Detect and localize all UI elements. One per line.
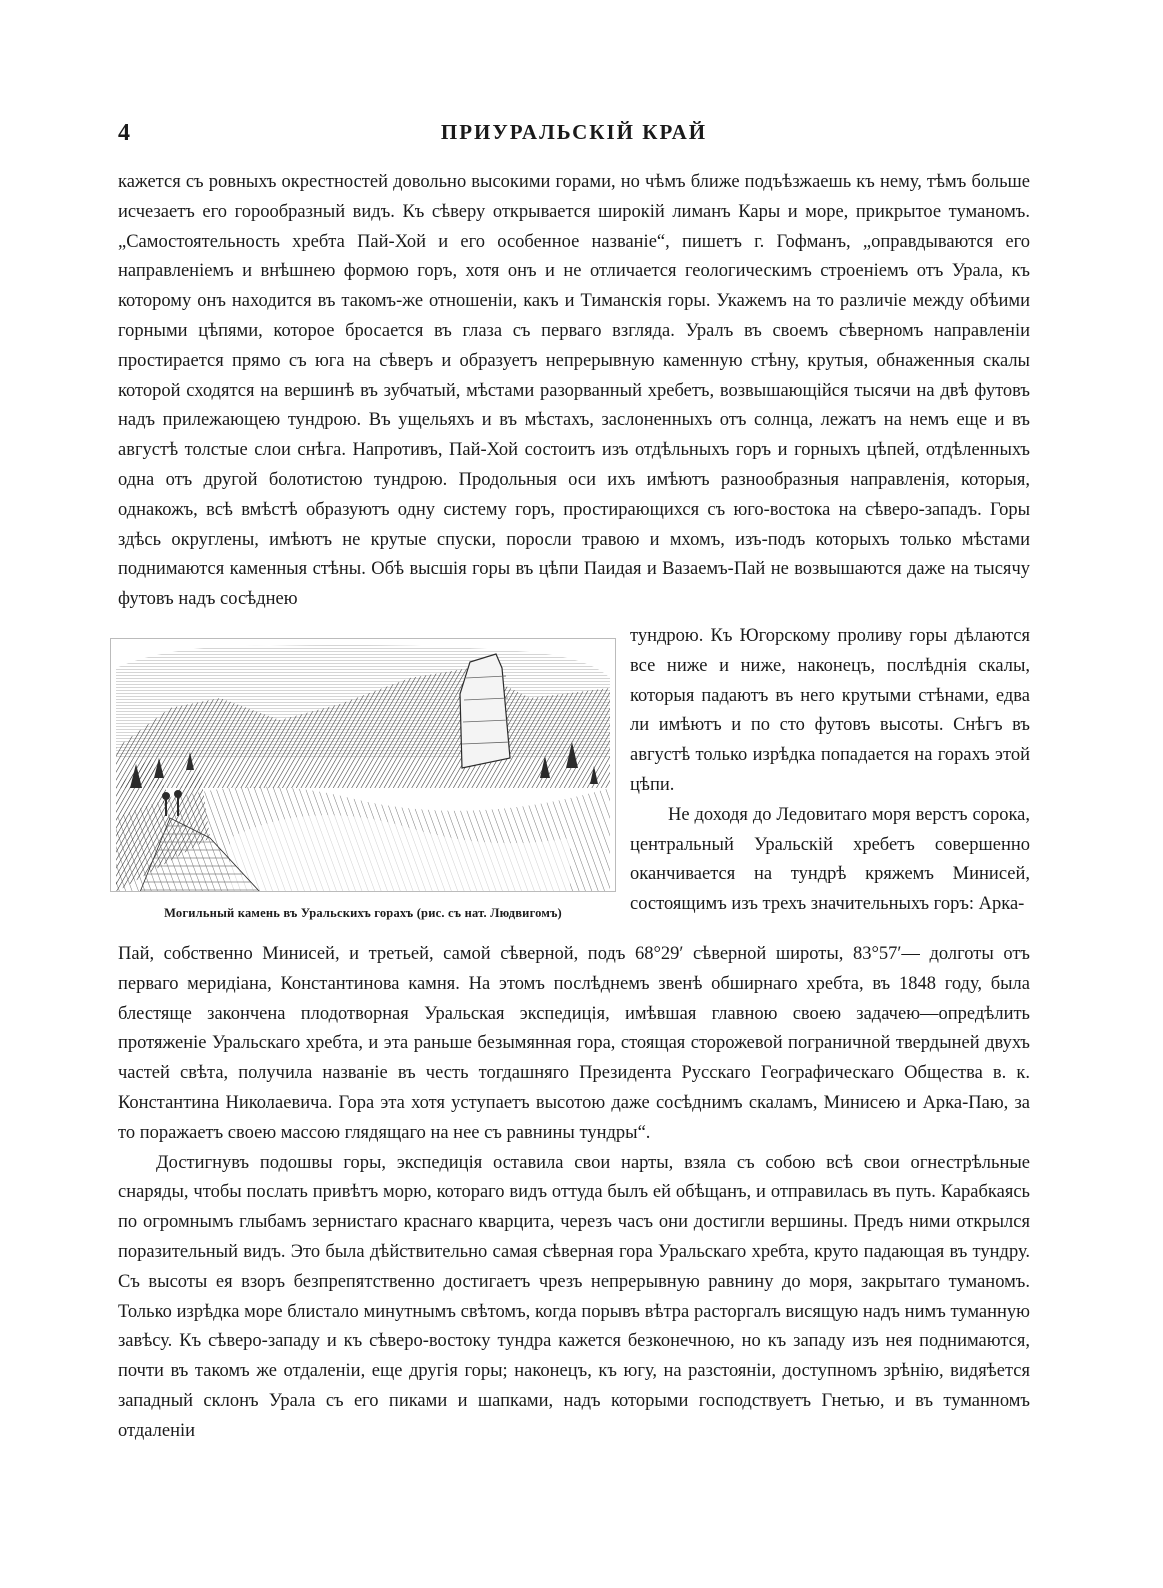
right-column-text	[630, 622, 1030, 920]
paragraph-expedition: Достигнувъ подошвы горы, экспедицiя оставила свои нарты, взяла съ собою всѣ свои огнестрѣльные снаряды, чтобы послать привѣтъ морю, котораго видъ оттуда былъ ей обѣщанъ, и отправилась въ путь. Карабкаясь по огромнымъ глыбамъ зернистаго краснаго кварцита, черезъ часъ они достигли вершины. Предъ ними открылся поразительный видъ. Это была дѣйствительно самая сѣверная гора Уральскаго хребта, круто падающая въ тундру. Съ высоты ея взоръ безпрепятственно достигаетъ чрезъ непрерывную равнину до моря, закрытаго туманомъ. Только изрѣдка море блистало минутнымъ свѣтомъ, когда порывъ вѣтра расторгалъ висящую надъ нимъ туманную завѣсу. Къ сѣверо-западу и къ сѣверо-востоку тундра кажется безконечною, но къ западу изъ нея поднимаются, почти въ такомъ же отдаленiи, еще другiя горы; наконецъ, къ югу, на разстоянiи, доступномъ зрѣнiю, видяѣется западный склонъ Урала съ его пиками и шапками, надъ которыми господствуетъ Гнетью, и въ туманномъ отдаленiи	[118, 1152, 1030, 1441]
paragraph-ministy-end: Пай, собственно Минисей, и третьей, самой сѣверной, подъ 68°29′ сѣверной широты, 83°57′— долготы отъ перваго меридiана, Константинова камня. На этомъ послѣднемъ звенѣ обширнаго хребта, въ 1848 году, была блестяще закончена плодотворная Уральская экспедицiя, имѣвшая главною своею задачею—опредѣлить протяженiе Уральскаго хребта, и эта раньше безымянная гора, стоящая сторожевой пограничной твердыней двухъ частей свѣта, получила названiе въ честь тогдашняго Президента Русскаго Географическаго Общества в. к. Константина Николаевича. Гора эта хотя уступаетъ высотою даже сосѣднимъ скаламъ, Минисею и Арка-Паю, за то поражаетъ своею массою глядящаго на нее съ равнины тундры“.	[118, 944, 1030, 1143]
running-title: ПРИУРАЛЬСКIЙ КРАЙ	[440, 120, 708, 144]
page-number: 4	[118, 120, 130, 146]
mountain-engraving	[110, 638, 616, 892]
figure	[110, 638, 616, 921]
paragraph-continued: кажется съ ровныхъ окрестностей довольно высокими горами, но чѣмъ ближе подъѣзжаешь къ нему, тѣмъ больше исчезаетъ его горообразный видъ. Къ сѣверу открывается широкiй лиманъ Кары и море, прикрытое туманомъ. „Самостоятельность хребта Пай-Хой и его особенное названiе“, пишетъ г. Гофманъ, „оправдываются его направленiемъ и внѣшнею формою горъ, хотя онъ и не отличается геологическимъ строенiемъ отъ Урала, къ которому онъ находится въ такомъ-же отношенiи, какъ и Тиманскiя горы. Укажемъ на то различiе между обѣими горными цѣпями, которое бросается въ глаза съ перваго взгляда. Уралъ въ своемъ сѣверномъ направленiи простирается прямо съ юга на сѣверъ и образуетъ непрерывную каменную стѣну, крутыя, обнаженныя скалы которой сходятся на вершинѣ въ зубчатый, мѣстами разорванный хребетъ, возвышающiйся тысячи на двѣ футовъ надъ прилежающею тундрою. Въ ущельяхъ и въ мѣстахъ, заслоненныхъ отъ солнца, лежатъ на немъ еще и въ августѣ толстые слои снѣга. Напротивъ, Пай-Хой состоитъ изъ отдѣльныхъ горъ и горныхъ цѣпей, отдѣленныхъ одна отъ другой болотистою тундрою. Продольныя оси ихъ имѣютъ разнообразныя направленiя, которыя, однакожъ, всѣ вмѣстѣ образуютъ одну систему горъ, простирающихся съ юго-востока на сѣверо-западъ. Горы здѣсь округлены, имѣютъ не крутые спуски, поросли травою и мхомъ, изъ-подъ которыхъ только мѣстами поднимаются каменныя стѣны. Обѣ высшiя горы въ цѣпи Паидая и Вазаемъ-Пай не возвышаются даже на тысячу футовъ надъ сосѣднею	[118, 172, 1030, 610]
figure-caption: Могильный камень въ Уральскихъ горахъ (рис. съ нат. Людвигомъ)	[164, 906, 562, 920]
top-text-block	[118, 168, 1030, 615]
page-header	[118, 120, 1030, 150]
bottom-text-block	[118, 940, 1030, 1447]
paragraph-ministy-start: Не доходя до Ледовитаго моря верстъ сорока, центральный Уральскiй хребетъ совершенно оканчивается на тундрѣ кряжемъ Минисей, состоящимъ изъ трехъ значительныхъ горъ: Арка-	[630, 804, 1030, 915]
paragraph-continuation: тундрою. Къ Югорскому проливу горы дѣлаются все ниже и ниже, наконецъ, послѣднiя скалы, которыя падаютъ въ него крутыми стѣнами, едва ли имѣютъ и по сто футовъ высоты. Снѣгъ въ августѣ только изрѣдка попадается на горахъ этой цѣпи.	[630, 626, 1030, 795]
